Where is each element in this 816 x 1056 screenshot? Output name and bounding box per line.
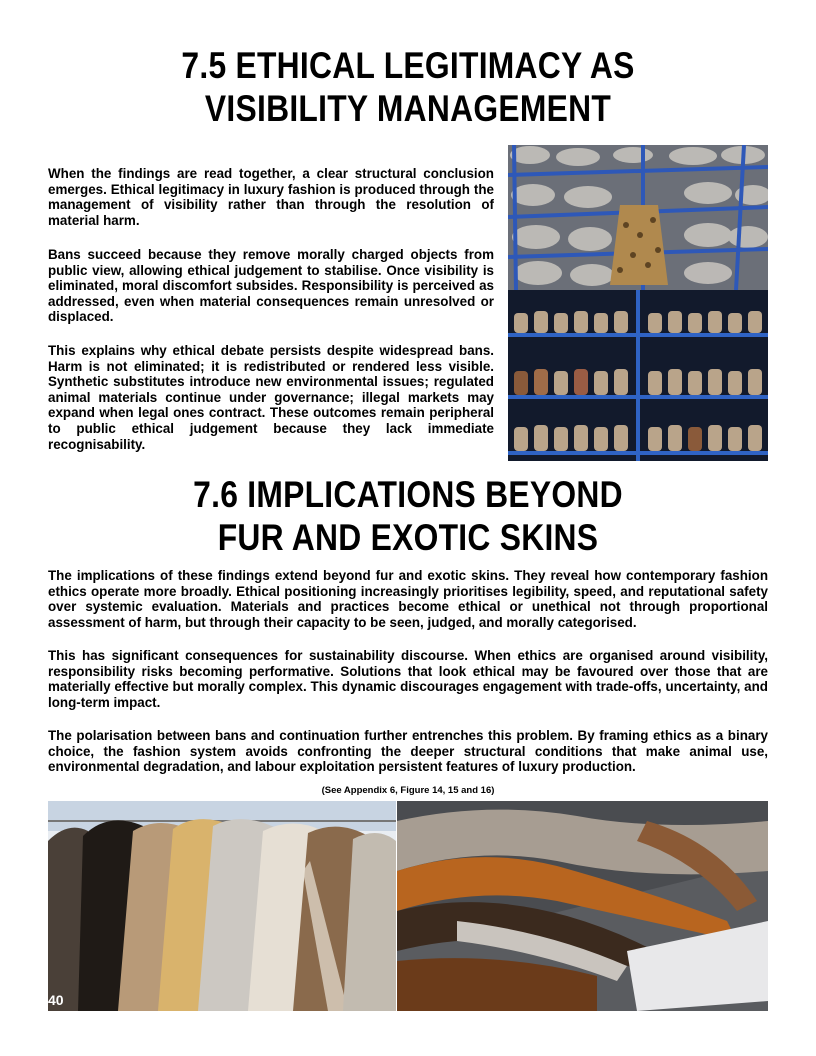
title-line-1: 7.6 IMPLICATIONS BEYOND xyxy=(193,474,623,515)
paragraph-7-5-2: Bans succeed because they remove morally charged objects from public view, allowing ethical judgement to stabilise. Once visibility is eliminated, moral discomfort subsides. Responsibility is perceived as addressed, even when material consequences remain unresolved or displaced. xyxy=(48,247,494,325)
paragraph-7-6-3: The polarisation between bans and continuation further entrenches this problem. By framing ethics as a binary choice, the fashion system avoids confronting the deeper structural conditions that make animal use, environmental degradation, and labour exploitation persistent features of luxury production. xyxy=(48,728,768,775)
figure-caption: (See Appendix 6, Figure 14, 15 and 16) xyxy=(321,785,495,796)
section-title-7-5 xyxy=(92,44,725,130)
paragraph-7-5-3: This explains why ethical debate persists despite widespread bans. Harm is not eliminated; it is redistributed or rendered less visible. Synthetic substitutes introduce new environmental issues; regulated animal materials continue under governance; illegal markets may expand when legal ones contract. These outcomes remain peripheral to public ethical judgement because they lack immediate recognisability. xyxy=(48,343,494,452)
title-line-2: VISIBILITY MANAGEMENT xyxy=(204,88,612,129)
section-title-7-6 xyxy=(92,473,725,559)
paragraph-7-6-2: This has significant consequences for sustainability discourse. When ethics are organised around visibility, responsibility risks becoming performative. Solutions that look ethical may be favoured over those that are materially effective but morally complex. This dynamic discourages engagement with trade-offs, uncertainty, and long-term impact. xyxy=(48,648,768,710)
storage-shelves-photo xyxy=(508,145,768,461)
title-line-1: 7.5 ETHICAL LEGITIMACY AS xyxy=(181,45,635,86)
paragraph-7-5-1: When the findings are read together, a clear structural conclusion emerges. Ethical legitimacy in luxury fashion is produced through the management of visibility rather than through the resolution of material harm. xyxy=(48,166,494,228)
paragraph-7-6-1: The implications of these findings extend beyond fur and exotic skins. They reveal how contemporary fashion ethics operate more broadly. Ethical positioning increasingly prioritises legibility, speed, and reputational safety over systemic evaluation. Materials and practices become ethical or unethical not through proportional assessment of harm, but through their capacity to be seen, judged, and morally categorised. xyxy=(48,568,768,630)
title-line-2: FUR AND EXOTIC SKINS xyxy=(217,517,599,558)
page-number: 40 xyxy=(48,992,64,1008)
fox-pelts-photo xyxy=(397,801,768,1011)
fur-coats-photo xyxy=(48,801,396,1011)
